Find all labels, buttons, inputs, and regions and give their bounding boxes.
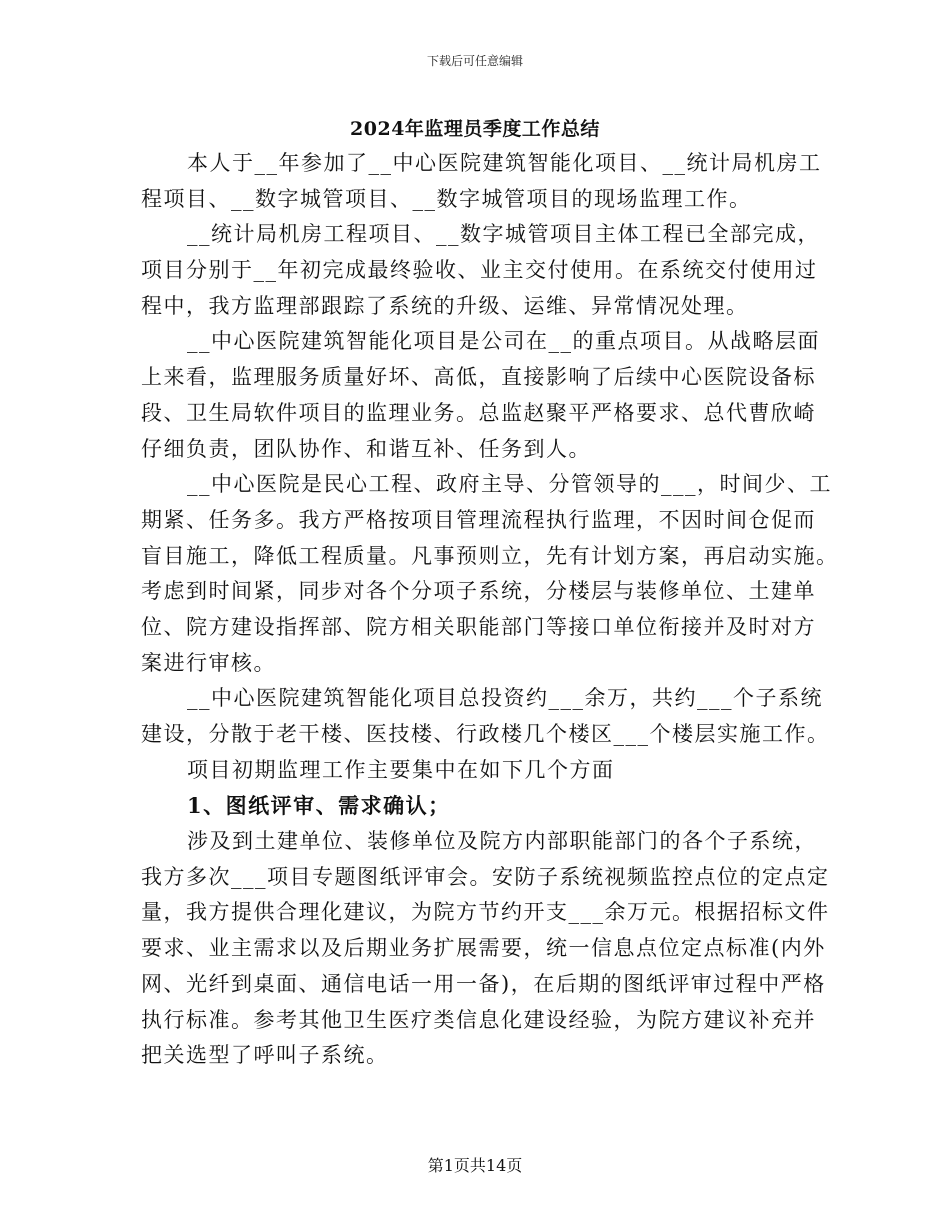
paragraph-3-line-4: 仔细负责，团队协作、和谐互补、任务到人。 xyxy=(141,436,591,461)
paragraph-7-line-1: 涉及到土建单位、装修单位及院方内部职能部门的各个子系统， xyxy=(187,829,817,854)
paragraph-3-line-1: __中心医院建筑智能化项目是公司在__的重点项目。从战略层面 xyxy=(187,329,820,354)
paragraph-7-line-4: 要求、业主需求以及后期业务扩展需要，统一信息点位定点标准(内外 xyxy=(141,936,826,961)
paragraph-7-line-2: 我方多次___项目专题图纸评审会。安防子系统视频监控点位的定点定 xyxy=(141,864,830,889)
paragraph-5-line-2: 建设，分散于老干楼、医技楼、行政楼几个楼区___个楼层实施工作。 xyxy=(141,722,830,746)
paragraph-3-line-2: 上来看，监理服务质量好坏、高低，直接影响了后续中心医院设备标 xyxy=(141,365,816,390)
paragraph-7-line-7: 把关选型了呼叫子系统。 xyxy=(141,1043,389,1068)
paragraph-2-line-1: __统计局机房工程项目、__数字城管项目主体工程已全部完成， xyxy=(187,222,820,247)
paragraph-6-line-1: 项目初期监理工作主要集中在如下几个方面 xyxy=(187,757,615,782)
page-footer: 第1页共14页 xyxy=(427,1156,523,1175)
paragraph-1-line-2: 程项目、__数字城管项目、__数字城管项目的现场监理工作。 xyxy=(141,186,752,211)
paragraph-4-line-3: 盲目施工，降低工程质量。凡事预则立，先有计划方案，再启动实施。 xyxy=(141,543,839,568)
paragraph-4-line-4: 考虑到时间紧，同步对各个分项子系统，分楼层与装修单位、土建单 xyxy=(141,579,816,604)
paragraph-7-line-3: 量，我方提供合理化建议，为院方节约开支___余万元。根据招标文件 xyxy=(141,900,830,925)
document-title: 2024年监理员季度工作总结 xyxy=(350,118,600,140)
paragraph-4-line-1: __中心医院是民心工程、政府主导、分管领导的___，时间少、工 xyxy=(187,472,832,497)
section-heading: 1、图纸评审、需求确认； xyxy=(187,793,451,819)
paragraph-1-line-1: 本人于__年参加了__中心医院建筑智能化项目、__统计局机房工 xyxy=(187,151,822,175)
document-body xyxy=(141,146,839,1074)
paragraph-2-line-3: 程中，我方监理部跟踪了系统的升级、运维、异常情况处理。 xyxy=(141,293,749,318)
paragraph-5-line-1: __中心医院建筑智能化项目总投资约___余万，共约___个子系统 xyxy=(187,686,823,711)
paragraph-4-line-6: 案进行审核。 xyxy=(141,650,276,675)
paragraph-7-line-6: 执行标准。参考其他卫生医疗类信息化建设经验，为院方建议补充并 xyxy=(141,1007,816,1032)
page-header: 下载后可任意编辑 xyxy=(426,54,523,68)
paragraph-7-line-5: 网、光纤到桌面、通信电话一用一备)，在后期的图纸评审过程中严格 xyxy=(141,971,826,996)
paragraph-4-line-2: 期紧、任务多。我方严格按项目管理流程执行监理，不因时间仓促而 xyxy=(141,507,816,532)
paragraph-2-line-2: 项目分别于__年初完成最终验收、业主交付使用。在系统交付使用过 xyxy=(141,258,818,283)
paragraph-4-line-5: 位、院方建设指挥部、院方相关职能部门等接口单位衔接并及时对方 xyxy=(141,614,816,639)
paragraph-3-line-3: 段、卫生局软件项目的监理业务。总监赵聚平严格要求、总代曹欣崎 xyxy=(141,400,816,425)
